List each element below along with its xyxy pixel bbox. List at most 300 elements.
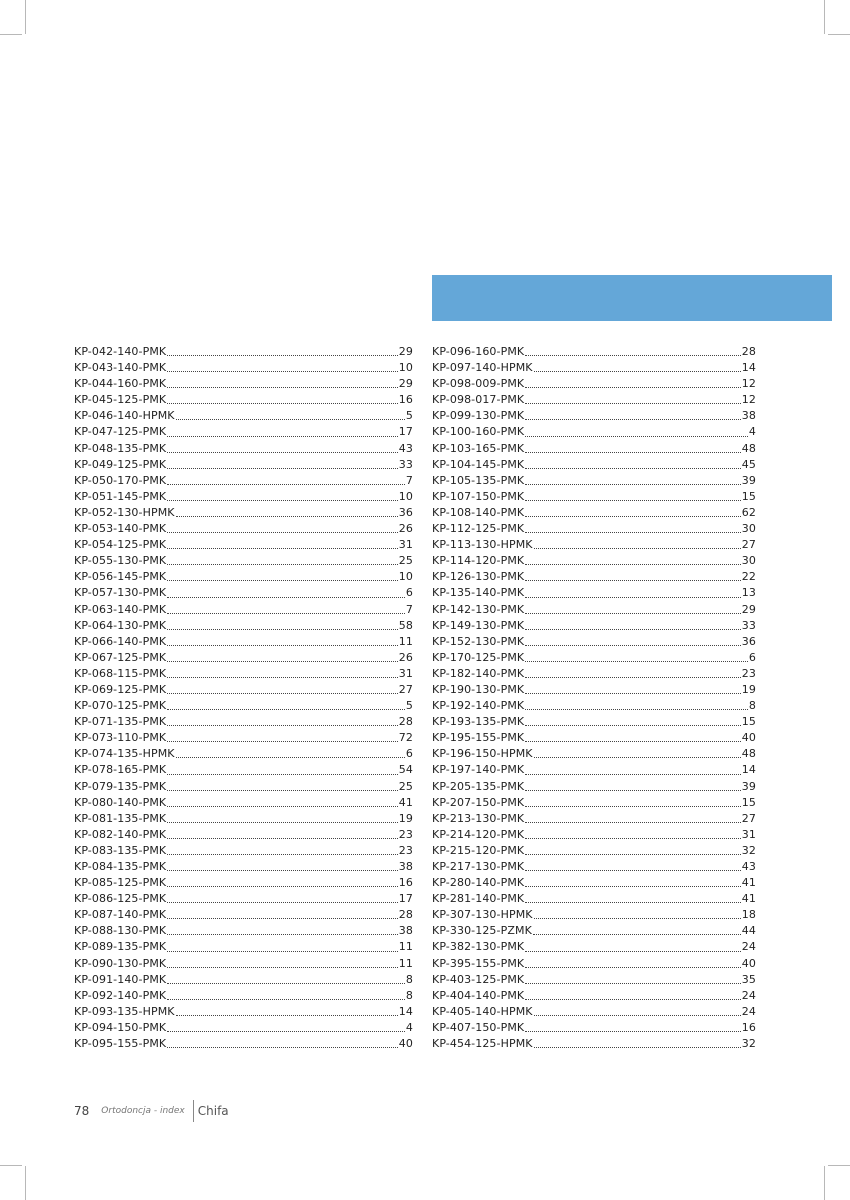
entry-code: KP-152-130-PMK: [432, 634, 525, 648]
dot-leader: [525, 579, 741, 581]
index-entry: [74, 408, 413, 424]
entry-code: KP-079-135-PMK: [74, 779, 167, 793]
dot-leader: [167, 998, 405, 1000]
entry-code: KP-045-125-PMK: [74, 393, 167, 407]
index-entry: [432, 634, 756, 650]
dot-leader: [525, 628, 741, 630]
index-entry: [432, 650, 756, 666]
dot-leader: [534, 917, 741, 919]
entry-page: 16: [398, 876, 413, 890]
entry-code: KP-084-135-PMK: [74, 860, 167, 873]
dot-leader: [525, 740, 741, 742]
entry-page: 11: [398, 940, 413, 954]
dot-leader: [167, 1030, 405, 1032]
entry-page: 54: [398, 763, 413, 777]
dot-leader: [167, 821, 398, 823]
page-number: 78: [74, 1104, 90, 1118]
dot-leader: [167, 724, 398, 726]
entry-code: KP-064-130-PMK: [74, 618, 167, 632]
dot-leader: [525, 563, 741, 565]
dot-leader: [525, 950, 741, 952]
entry-code: KP-105-135-PMK: [432, 473, 525, 487]
dot-leader: [525, 418, 741, 420]
crop-mark: [824, 1166, 825, 1200]
index-entry: [74, 569, 413, 585]
dot-leader: [167, 982, 405, 984]
index-entry: [432, 811, 756, 827]
index-entry: [432, 714, 756, 730]
entry-page: 8: [405, 972, 413, 986]
entry-page: 33: [398, 457, 413, 471]
entry-code: KP-046-140-HPMK: [74, 409, 175, 423]
entry-page: 28: [741, 345, 756, 358]
entry-page: 27: [741, 811, 756, 825]
dot-leader: [167, 853, 398, 855]
index-entry: [432, 730, 756, 746]
index-entry: [432, 923, 756, 939]
index-entry: [432, 408, 756, 424]
dot-leader: [525, 708, 748, 710]
entry-code: KP-403-125-PMK: [432, 972, 525, 986]
dot-leader: [167, 1046, 398, 1048]
entry-code: KP-281-140-PMK: [432, 892, 525, 906]
entry-page: 48: [741, 441, 756, 455]
dot-leader: [525, 966, 741, 968]
entry-code: KP-192-140-PMK: [432, 699, 525, 713]
entry-page: 12: [741, 393, 756, 407]
dot-leader: [167, 644, 398, 646]
entry-code: KP-042-140-PMK: [74, 345, 167, 358]
index-entry: [432, 1020, 756, 1036]
entry-code: KP-068-115-PMK: [74, 666, 167, 680]
entry-code: KP-330-125-PZMK: [432, 924, 532, 938]
dot-leader: [167, 773, 398, 775]
crop-mark: [0, 34, 22, 35]
index-entry: [74, 650, 413, 666]
index-entry: [74, 682, 413, 698]
entry-page: 23: [741, 666, 756, 680]
dot-leader: [167, 402, 398, 404]
dot-leader: [534, 370, 741, 372]
entry-code: KP-100-160-PMK: [432, 425, 525, 439]
entry-page: 5: [405, 409, 413, 423]
entry-page: 40: [741, 956, 756, 970]
entry-page: 17: [398, 425, 413, 439]
entry-page: 30: [741, 522, 756, 536]
entry-code: KP-056-145-PMK: [74, 570, 167, 584]
dot-leader: [534, 547, 741, 549]
index-entry: [432, 746, 756, 762]
section-banner: [432, 275, 832, 321]
entry-code: KP-103-165-PMK: [432, 441, 525, 455]
index-entry: [74, 1036, 413, 1052]
entry-code: KP-190-130-PMK: [432, 682, 525, 696]
dot-leader: [176, 756, 405, 758]
index-entry: [432, 972, 756, 988]
entry-code: KP-054-125-PMK: [74, 538, 167, 552]
entry-code: KP-215-120-PMK: [432, 843, 525, 857]
dot-leader: [167, 869, 398, 871]
entry-code: KP-083-135-PMK: [74, 843, 167, 857]
entry-page: 28: [398, 908, 413, 922]
entry-page: 24: [741, 940, 756, 954]
index-entry: [432, 505, 756, 521]
entry-page: 10: [398, 570, 413, 584]
entry-page: 10: [398, 489, 413, 503]
dot-leader: [167, 917, 398, 919]
dot-leader: [167, 708, 405, 710]
entry-code: KP-081-135-PMK: [74, 811, 167, 825]
entry-page: 44: [741, 924, 756, 938]
index-entry: [432, 441, 756, 457]
index-entry: [74, 907, 413, 923]
entry-page: 25: [398, 554, 413, 568]
entry-page: 29: [741, 602, 756, 616]
dot-leader: [534, 756, 741, 758]
dot-leader: [525, 660, 748, 662]
entry-page: 29: [398, 345, 413, 358]
index-entry: [74, 457, 413, 473]
entry-code: KP-170-125-PMK: [432, 650, 525, 664]
dot-leader: [525, 402, 741, 404]
entry-code: KP-094-150-PMK: [74, 1020, 167, 1034]
index-entry: [74, 360, 413, 376]
entry-page: 32: [741, 1037, 756, 1051]
page-footer: [74, 1100, 229, 1122]
entry-page: 13: [741, 586, 756, 600]
dot-leader: [167, 483, 405, 485]
index-entry: [432, 795, 756, 811]
index-entry: [432, 779, 756, 795]
entry-page: 25: [398, 779, 413, 793]
dot-leader: [167, 563, 398, 565]
entry-code: KP-205-135-PMK: [432, 779, 525, 793]
index-entry: [432, 569, 756, 585]
index-entry: [432, 682, 756, 698]
entry-code: KP-135-140-PMK: [432, 586, 525, 600]
dot-leader: [525, 837, 741, 839]
entry-page: 16: [741, 1020, 756, 1034]
entry-code: KP-087-140-PMK: [74, 908, 167, 922]
index-entry: [74, 618, 413, 634]
dot-leader: [525, 386, 741, 388]
entry-page: 35: [741, 972, 756, 986]
entry-page: 6: [405, 586, 413, 600]
entry-page: 22: [741, 570, 756, 584]
entry-code: KP-196-150-HPMK: [432, 747, 533, 761]
entry-code: KP-048-135-PMK: [74, 441, 167, 455]
index-entry: [432, 698, 756, 714]
dot-leader: [167, 933, 398, 935]
dot-leader: [525, 515, 741, 517]
entry-code: KP-114-120-PMK: [432, 554, 525, 568]
crop-mark: [25, 1166, 26, 1200]
index-entry: [74, 473, 413, 489]
dot-leader: [533, 933, 741, 935]
entry-code: KP-107-150-PMK: [432, 489, 525, 503]
entry-page: 62: [741, 505, 756, 519]
index-entry: [74, 972, 413, 988]
entry-page: 16: [398, 393, 413, 407]
entry-code: KP-454-125-HPMK: [432, 1037, 533, 1051]
index-entry: [432, 376, 756, 392]
index-entry: [74, 392, 413, 408]
entry-page: 43: [398, 441, 413, 455]
dot-leader: [176, 1014, 398, 1016]
index-entry: [74, 746, 413, 762]
entry-page: 36: [741, 634, 756, 648]
entry-page: 5: [405, 699, 413, 713]
entry-page: 26: [398, 650, 413, 664]
index-entry: [74, 827, 413, 843]
entry-code: KP-066-140-PMK: [74, 634, 167, 648]
dot-leader: [525, 692, 741, 694]
index-entry: [432, 473, 756, 489]
dot-leader: [525, 1030, 741, 1032]
index-entry: [74, 1004, 413, 1020]
entry-page: 7: [405, 602, 413, 616]
entry-code: KP-080-140-PMK: [74, 795, 167, 809]
entry-page: 27: [741, 538, 756, 552]
dot-leader: [525, 998, 741, 1000]
index-entry: [74, 666, 413, 682]
entry-code: KP-197-140-PMK: [432, 763, 525, 777]
index-entry: [432, 521, 756, 537]
index-entry: [74, 939, 413, 955]
index-entry: [432, 1036, 756, 1052]
entry-page: 48: [741, 747, 756, 761]
entry-code: KP-382-130-PMK: [432, 940, 525, 954]
dot-leader: [525, 354, 741, 356]
index-entry: [74, 505, 413, 521]
dot-leader: [167, 660, 398, 662]
entry-code: KP-098-009-PMK: [432, 377, 525, 391]
dot-leader: [167, 837, 398, 839]
entry-code: KP-193-135-PMK: [432, 715, 525, 729]
dot-leader: [167, 451, 398, 453]
index-entry: [432, 585, 756, 601]
index-entry: [432, 843, 756, 859]
entry-code: KP-095-155-PMK: [74, 1037, 167, 1051]
dot-leader: [525, 676, 741, 678]
entry-code: KP-089-135-PMK: [74, 940, 167, 954]
entry-code: KP-088-130-PMK: [74, 924, 167, 938]
dot-leader: [176, 418, 405, 420]
entry-code: KP-050-170-PMK: [74, 473, 167, 487]
index-entry: [432, 891, 756, 907]
entry-code: KP-096-160-PMK: [432, 345, 525, 358]
index-entry: [74, 988, 413, 1004]
entry-code: KP-182-140-PMK: [432, 666, 525, 680]
entry-code: KP-405-140-HPMK: [432, 1004, 533, 1018]
entry-code: KP-092-140-PMK: [74, 988, 167, 1002]
footer-divider: [193, 1100, 194, 1122]
index-entry: [74, 602, 413, 618]
index-entry: [432, 360, 756, 376]
entry-code: KP-214-120-PMK: [432, 827, 525, 841]
dot-leader: [167, 612, 405, 614]
dot-leader: [167, 805, 398, 807]
index-entry: [74, 875, 413, 891]
index-entry: [74, 585, 413, 601]
entry-code: KP-108-140-PMK: [432, 505, 525, 519]
entry-page: 30: [741, 554, 756, 568]
entry-page: 31: [398, 538, 413, 552]
index-entry: [74, 956, 413, 972]
entry-page: 39: [741, 779, 756, 793]
dot-leader: [167, 628, 398, 630]
index-entry: [432, 344, 756, 360]
entry-page: 36: [398, 505, 413, 519]
entry-page: 40: [398, 1037, 413, 1051]
dot-leader: [167, 692, 398, 694]
dot-leader: [525, 982, 741, 984]
entry-code: KP-074-135-HPMK: [74, 747, 175, 761]
entry-page: 31: [741, 827, 756, 841]
index-entry: [74, 441, 413, 457]
entry-code: KP-052-130-HPMK: [74, 505, 175, 519]
entry-page: 39: [741, 473, 756, 487]
dot-leader: [167, 579, 398, 581]
index-entry: [432, 424, 756, 440]
dot-leader: [525, 821, 741, 823]
entry-page: 6: [748, 650, 756, 664]
entry-code: KP-280-140-PMK: [432, 876, 525, 890]
index-entry: [432, 907, 756, 923]
entry-code: KP-063-140-PMK: [74, 602, 167, 616]
entry-page: 6: [405, 747, 413, 761]
dot-leader: [167, 885, 398, 887]
index-entry: [432, 602, 756, 618]
entry-code: KP-149-130-PMK: [432, 618, 525, 632]
index-entry: [432, 762, 756, 778]
dot-leader: [167, 547, 398, 549]
dot-leader: [167, 901, 398, 903]
entry-page: 29: [398, 377, 413, 391]
index-entry: [74, 714, 413, 730]
entry-page: 14: [398, 1004, 413, 1018]
entry-page: 31: [398, 666, 413, 680]
entry-page: 26: [398, 522, 413, 536]
index-entry: [432, 618, 756, 634]
dot-leader: [525, 805, 741, 807]
entry-code: KP-099-130-PMK: [432, 409, 525, 423]
entry-page: 24: [741, 1004, 756, 1018]
entry-code: KP-070-125-PMK: [74, 699, 167, 713]
entry-page: 15: [741, 489, 756, 503]
index-entry: [432, 827, 756, 843]
index-entry: [74, 424, 413, 440]
index-entry: [432, 859, 756, 875]
entry-code: KP-093-135-HPMK: [74, 1004, 175, 1018]
entry-code: KP-053-140-PMK: [74, 522, 167, 536]
entry-code: KP-067-125-PMK: [74, 650, 167, 664]
entry-page: 40: [741, 731, 756, 745]
entry-code: KP-073-110-PMK: [74, 731, 167, 745]
index-entry: [74, 698, 413, 714]
entry-code: KP-069-125-PMK: [74, 682, 167, 696]
index-entry: [74, 843, 413, 859]
dot-leader: [167, 354, 398, 356]
entry-page: 33: [741, 618, 756, 632]
dot-leader: [167, 467, 398, 469]
entry-page: 41: [741, 892, 756, 906]
entry-page: 17: [398, 892, 413, 906]
entry-code: KP-044-160-PMK: [74, 377, 167, 391]
entry-code: KP-049-125-PMK: [74, 457, 167, 471]
crop-mark: [828, 34, 850, 35]
entry-page: 4: [405, 1020, 413, 1034]
dot-leader: [525, 435, 748, 437]
dot-leader: [525, 612, 741, 614]
entry-code: KP-112-125-PMK: [432, 522, 525, 536]
index-entry: [74, 762, 413, 778]
index-entry: [74, 779, 413, 795]
entry-code: KP-207-150-PMK: [432, 795, 525, 809]
dot-leader: [534, 1046, 741, 1048]
index-entry: [74, 859, 413, 875]
dot-leader: [167, 740, 398, 742]
entry-code: KP-047-125-PMK: [74, 425, 167, 439]
entry-page: 8: [405, 988, 413, 1002]
entry-code: KP-091-140-PMK: [74, 972, 167, 986]
entry-page: 23: [398, 827, 413, 841]
entry-page: 43: [741, 860, 756, 873]
brand-name: Chifa: [197, 1104, 229, 1118]
index-entry: [74, 891, 413, 907]
entry-code: KP-213-130-PMK: [432, 811, 525, 825]
entry-page: 18: [741, 908, 756, 922]
entry-code: KP-043-140-PMK: [74, 361, 167, 375]
dot-leader: [525, 596, 741, 598]
dot-leader: [167, 596, 405, 598]
entry-code: KP-078-165-PMK: [74, 763, 167, 777]
index-entry: [74, 811, 413, 827]
entry-code: KP-097-140-HPMK: [432, 361, 533, 375]
dot-leader: [167, 676, 398, 678]
crop-mark: [25, 0, 26, 34]
entry-page: 32: [741, 843, 756, 857]
entry-page: 10: [398, 361, 413, 375]
entry-page: 14: [741, 361, 756, 375]
index-entry: [432, 988, 756, 1004]
index-entry: [74, 730, 413, 746]
index-column-left: [74, 344, 413, 1052]
dot-leader: [534, 1014, 741, 1016]
entry-code: KP-195-155-PMK: [432, 731, 525, 745]
entry-page: 14: [741, 763, 756, 777]
entry-page: 23: [398, 843, 413, 857]
dot-leader: [167, 950, 398, 952]
entry-code: KP-142-130-PMK: [432, 602, 525, 616]
entry-code: KP-395-155-PMK: [432, 956, 525, 970]
entry-page: 38: [741, 409, 756, 423]
dot-leader: [525, 451, 741, 453]
entry-page: 28: [398, 715, 413, 729]
dot-leader: [167, 789, 398, 791]
entry-page: 4: [748, 425, 756, 439]
entry-page: 8: [748, 699, 756, 713]
crop-mark: [0, 1165, 22, 1166]
dot-leader: [525, 789, 741, 791]
index-entry: [432, 1004, 756, 1020]
entry-code: KP-307-130-HPMK: [432, 908, 533, 922]
dot-leader: [525, 483, 741, 485]
index-entry: [74, 553, 413, 569]
crop-mark: [824, 0, 825, 34]
index-entry: [432, 875, 756, 891]
entry-code: KP-051-145-PMK: [74, 489, 167, 503]
